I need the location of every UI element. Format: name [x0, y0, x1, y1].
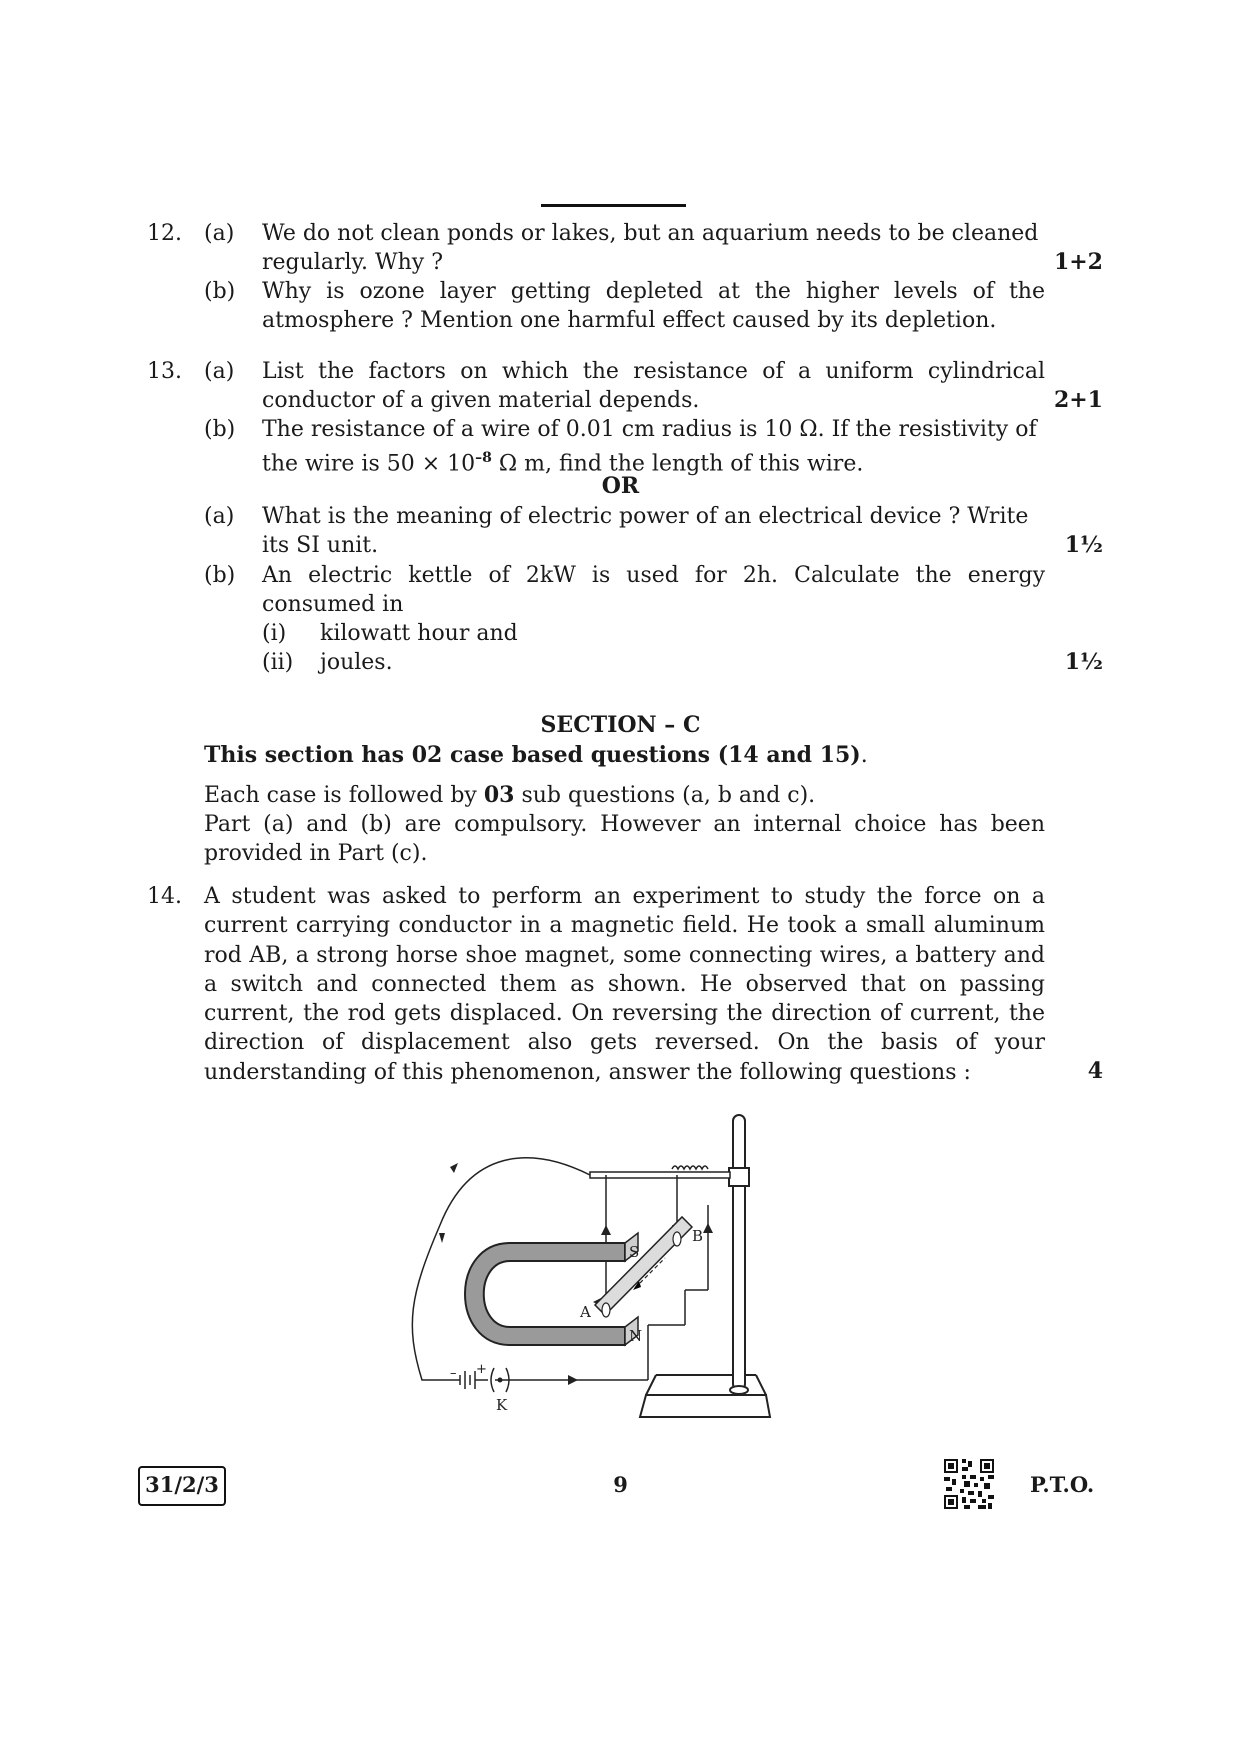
section-title: SECTION – C [540, 712, 701, 738]
paper-code: 31/2/3 [138, 1466, 226, 1506]
part-label: (b) [204, 563, 236, 588]
part-label: (a) [204, 504, 235, 529]
sub-part-text: joules. [320, 650, 393, 675]
marks-label: 1½ [1064, 649, 1103, 675]
question-text: The resistance of a wire of 0.01 cm radius is 10 Ω. If the resistivity of [262, 417, 1037, 442]
question-number: 14. [147, 884, 182, 909]
question-text: List the factors on which the resistance of a uniform cylindrical [262, 359, 1045, 384]
question-text: consumed in [262, 592, 404, 617]
qr-code-icon [944, 1459, 994, 1509]
circuit-wire [412, 1158, 708, 1380]
question-text: atmosphere ? Mention one harmful effect caused by its depletion. [262, 308, 997, 333]
text-segment: Ω m, find the length of this wire. [491, 451, 864, 477]
question-number: 13. [147, 359, 182, 384]
sub-part-label: (i) [262, 621, 287, 646]
question-text: What is the meaning of electric power of an electrical device ? Write [262, 504, 1029, 529]
section-subtitle [204, 742, 868, 768]
label-n: N [629, 1327, 643, 1345]
part-label: (a) [204, 359, 235, 384]
marks-label: 1+2 [1053, 249, 1103, 275]
sub-part-text: kilowatt hour and [320, 621, 518, 646]
experiment-diagram [410, 1105, 800, 1450]
question-text: An electric kettle of 2kW is used for 2h. Calculate the energy [262, 563, 1045, 588]
question-text: We do not clean ponds or lakes, but an aquarium needs to be cleaned [262, 221, 1039, 246]
section-instruction-1 [204, 781, 1045, 810]
superscript: –8 [475, 450, 492, 466]
or-divider: OR [601, 473, 640, 499]
label-minus: – [450, 1366, 457, 1381]
text-segment: sub questions (a, b and c). [514, 783, 816, 808]
label-k: K [496, 1396, 508, 1414]
top-rule [541, 204, 686, 207]
section-instruction-2: Part (a) and (b) are compulsory. However an internal choice has been provided in Part (c). [204, 812, 1045, 867]
marks-label: 2+1 [1053, 387, 1103, 413]
aluminum-rod [595, 1217, 692, 1317]
subtitle-period: . [860, 743, 868, 768]
question-text: regularly. Why ? [262, 250, 443, 275]
question-text: A student was asked to perform an experiment to study the force on a current carrying conductor in a magnetic field. He took a small aluminum rod AB, a strong horse shoe magnet, some connecting wires, a battery and a switch and connected them as shown. He observed that on passing current, the rod gets displaced. On reversing the direction of current, the direction of displacement also gets reversed. On the basis of your understanding of this phenomenon, answer the following questions : [204, 884, 1045, 1085]
coil [672, 1166, 708, 1169]
label-a: A [580, 1303, 591, 1321]
question-text: conductor of a given material depends. [262, 388, 700, 413]
question-text: Why is ozone layer getting depleted at the higher levels of the [262, 279, 1045, 304]
question-text: its SI unit. [262, 533, 379, 558]
marks-label: 4 [1087, 1058, 1103, 1084]
stand [590, 1115, 770, 1417]
question-number: 12. [147, 221, 182, 246]
text-segment: the wire is 50 × 10 [262, 451, 476, 477]
page-number: 9 [613, 1472, 628, 1497]
marks-label: 1½ [1064, 532, 1103, 558]
pto-label: P.T.O. [1030, 1472, 1095, 1497]
subtitle-text: This section has 02 case based questions (14 and 15) [204, 742, 861, 768]
sub-part-label: (ii) [262, 650, 294, 675]
part-label: (a) [204, 221, 235, 246]
text-segment: Each case is followed by [204, 783, 484, 808]
part-label: (b) [204, 417, 236, 442]
bold-count: 03 [483, 782, 515, 808]
part-label: (b) [204, 279, 236, 304]
label-b: B [692, 1227, 704, 1245]
label-plus: + [476, 1362, 487, 1377]
label-s: S [629, 1243, 640, 1261]
